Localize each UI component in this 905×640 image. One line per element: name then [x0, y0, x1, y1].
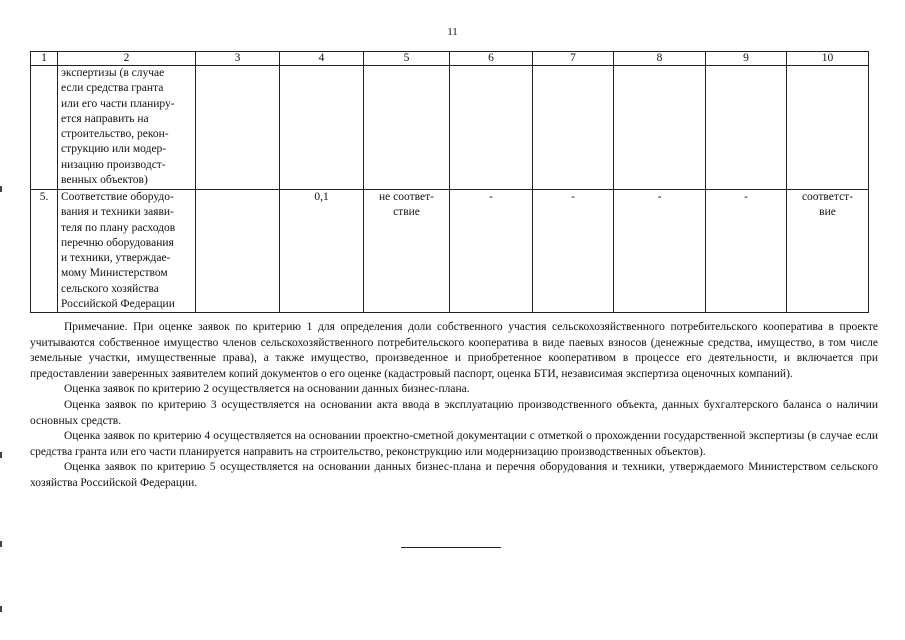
note-paragraph: Оценка заявок по критерию 2 осуществляется на основании данных бизнес-плана.: [64, 383, 470, 396]
page-number: 11: [447, 26, 458, 38]
column-header: 10: [787, 52, 869, 66]
table-cell: -: [533, 190, 614, 313]
column-header: 9: [706, 52, 787, 66]
row-number-cell: [31, 66, 58, 190]
table-row: [31, 190, 869, 313]
column-header: 7: [533, 52, 614, 66]
table-cell: [787, 66, 869, 190]
note-paragraph: Оценка заявок по критерию 4 осуществляется на основании проектно-сметной документации с отметкой о прохождении государственной экспертизы (в случае если средства гранта или его части планируется направить на строительство, реконструкцию или модернизацию производственных объектов).: [30, 430, 878, 458]
criterion-description-cell: Соответствие оборудо- вания и техники заяви- теля по плану расходов перечню оборудования и техники, утверждае- мому Министерством сельского хозяйства Российской Федерации: [58, 190, 196, 313]
notes-section: [30, 320, 878, 492]
row-number-cell: 5.: [31, 190, 58, 313]
criterion-description-cell: экспертизы (в случае если средства гранта или его части планиру- ется направить на строительство, рекон- струкцию или модер- низацию производст- венных объектов): [58, 66, 196, 190]
table-cell: соответст- вие: [787, 190, 869, 313]
table-cell: [533, 66, 614, 190]
table-cell: [280, 66, 364, 190]
end-divider: [401, 547, 501, 548]
margin-mark: [0, 541, 2, 547]
column-header: 6: [450, 52, 533, 66]
table-cell: -: [614, 190, 706, 313]
criteria-table: [30, 51, 869, 313]
column-header: 2: [58, 52, 196, 66]
note-paragraph: Оценка заявок по критерию 3 осуществляется на основании акта ввода в эксплуатацию производственного объекта, данных бухгалтерского баланса о наличии основных средств.: [30, 398, 878, 427]
table-cell: -: [450, 190, 533, 313]
table-cell: [196, 66, 280, 190]
weight-cell: 0,1: [280, 190, 364, 313]
note-paragraph: Оценка заявок по критерию 5 осуществляется на основании данных бизнес-плана и перечня оборудования и техники, утверждаемого Министерством сельского хозяйства Российской Федерации.: [30, 461, 878, 489]
margin-mark: [0, 452, 2, 458]
table-cell: [196, 190, 280, 313]
table-cell: не соответ- ствие: [364, 190, 450, 313]
table-cell: [450, 66, 533, 190]
column-header: 3: [196, 52, 280, 66]
table-cell: [364, 66, 450, 190]
column-header: 5: [364, 52, 450, 66]
table-cell: [706, 66, 787, 190]
table-cell: [614, 66, 706, 190]
margin-mark: [0, 606, 2, 612]
column-header: 8: [614, 52, 706, 66]
column-header: 4: [280, 52, 364, 66]
column-header: 1: [31, 52, 58, 66]
table-header-row: [31, 52, 869, 66]
table-cell: -: [706, 190, 787, 313]
table-row: [31, 66, 869, 190]
margin-mark: [0, 186, 2, 192]
note-paragraph: Примечание. При оценке заявок по критерию 1 для определения доли собственного участия сельскохозяйственного потребительского кооператива в проекте учитываются собственное имущество членов сельскохозяйственного потребительского кооператива в виде паевых взносов (денежные средства, имущество, в том числе земельные участки, имущественные права), а также имущество, произведенное и приобретенное кооперативом в процессе его деятельности, и включается при предоставлении заверенных заявителем копий документов о его оценке (кадастровый паспорт, оценка БТИ, независимая экспертиза оценочных компаний).: [30, 321, 878, 380]
